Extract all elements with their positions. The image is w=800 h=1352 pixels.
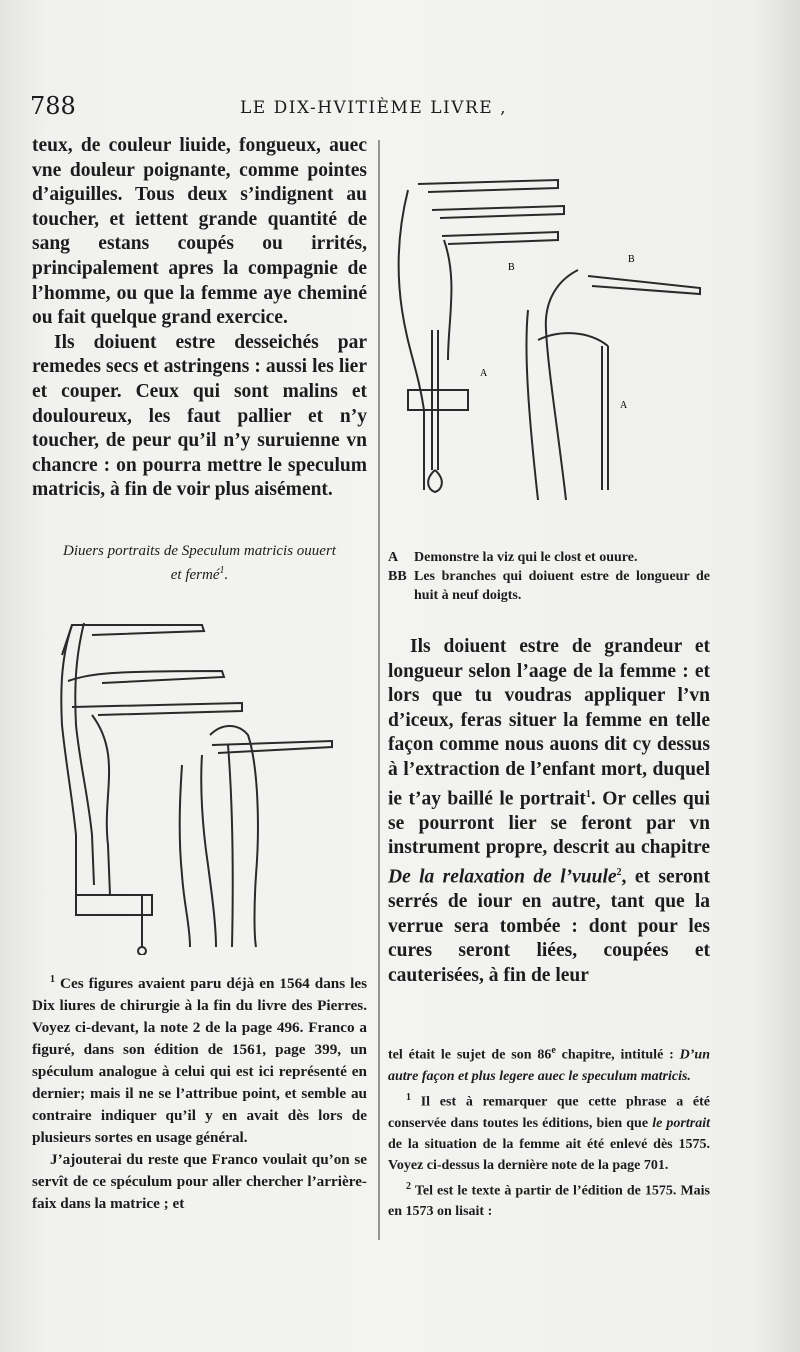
legend-text-bb: Les branches qui doiuent estre de longueur de huit à neuf doigts. bbox=[414, 569, 710, 603]
speculum-drawings bbox=[32, 595, 367, 955]
footnote-continuation-text: tel était le sujet de son 86 bbox=[388, 1047, 552, 1063]
figure-label-b-left: B bbox=[508, 262, 515, 273]
footnote-right-1 bbox=[388, 1087, 710, 1176]
figure-caption: Diuers portraits de Speculum matricis ouuert et fermé$^1$. bbox=[32, 541, 367, 585]
running-head: LE DIX-HVITIÈME LIVRE , bbox=[240, 98, 507, 118]
paragraph-4-text-end: , et seront serrés de iour en autre, tant que la verrue sera tombée : dont pour les cures seront liées, coupées et cauterisées, à fin de leur bbox=[388, 866, 710, 986]
footnotes-right bbox=[388, 1040, 710, 1222]
legend-text-a: Demonstre la viz qui le clost et ouure. bbox=[414, 550, 638, 565]
footnote-continuation-text-2: chapitre, intitulé : bbox=[561, 1047, 674, 1063]
legend-key-bb: BB bbox=[388, 569, 407, 584]
footnote-ref-right-1: 1 bbox=[585, 788, 591, 800]
footnote-right-2 bbox=[388, 1176, 710, 1223]
right-column bbox=[388, 170, 710, 1222]
paragraph-1: teux, de couleur liuide, fongueux, auec vne douleur poignante, comme pointes d’aiguilles. Tous deux s’indignent au toucher, et iettent grande quantité de sang estans coupés ou irrités, principalement apres la compagnie de l’homme, ou que la femme aye cheminé ou fait quelque grand exercice. bbox=[32, 135, 367, 329]
footnote-1-continued: J’ajouterai du reste que Franco voulait qu’on se servît de ce spéculum pour aller chercher l’arrière-faix dans la matrice ; et bbox=[32, 1150, 367, 1212]
paragraph-3-text: Ils doiuent estre de grandeur et longueur selon l’aage de la femme : et lors que tu voudras appliquer l’vn d’iceux, feras situer la femme en telle façon comme nous auons dit cy dessus à l’extraction de l’enfant mort, duquel ie t’ay baillé le portrait bbox=[388, 636, 710, 810]
figure-caption-line-2: et fermé bbox=[170, 566, 220, 583]
paragraph-4-text: Or celles qui se pourront lier se feront par vn instrument propre, descrit au chapitre bbox=[388, 788, 710, 859]
paragraph-3: Ils doiuent estre de grandeur et longueur selon l’aage de la femme : et lors que tu voudras appliquer l’vn d’iceux, feras situer la femme en telle façon comme nous auons dit cy dessus à l’extraction de l’enfant mort, duquel ie t’ay baillé le portrait$^1$. Or celles qui se pourront lier se feront par vn instrument propre, descrit au chapitre De la relaxation de l’vuule$^2$, et seront serrés de iour en autre, tant que la verrue sera tombée : dont pour les cures seront liées, coupées et cauterisées, à fin de leur bbox=[388, 636, 710, 986]
footnote-right-1-text: Il est à remarquer que cette phrase a été conservée dans toutes les éditions, bien que bbox=[388, 1094, 711, 1131]
legend-row-a bbox=[388, 548, 710, 567]
page-number: 788 bbox=[30, 92, 76, 120]
footnotes-left bbox=[32, 969, 367, 1215]
footnote-1-text: Ces figures avaient paru déjà en 1564 dans les Dix liures de chirurgie à la fin du livre des Pierres. Voyez ci-devant, la note 2 de la page 496. Franco a figuré, dans son édition de 1561, page 399, un spéculum analogue à celui qui est ici représenté en dernier; mais il ne se l’attribue point, et semble au contraire indiquer qu’il y en avait dès lors de plusieurs sortes en usage général. bbox=[32, 974, 368, 1146]
footnote-continuation bbox=[388, 1040, 710, 1087]
figure-legend bbox=[388, 548, 710, 605]
ordinal-suffix: e bbox=[551, 1045, 556, 1057]
legend-row-bb bbox=[388, 567, 710, 605]
figure-label-a-left: A bbox=[480, 368, 488, 379]
footnote-ref-right-2: 2 bbox=[616, 866, 622, 878]
left-column bbox=[32, 134, 367, 1215]
paragraph-2: Ils doiuent estre desseichés par remedes secs et astringens : aussi les lier et couper. Ceux qui sont malins et douloureux, les faut pallier et n’y toucher, de peur qu’il n’y suruienne vn chancre : on pourra mettre le speculum matricis, à fin de voir plus aisément. bbox=[32, 331, 367, 501]
footnote-marker-1: 1 bbox=[50, 973, 55, 985]
footnote-marker-right-1: 1 bbox=[406, 1091, 411, 1103]
footnote-marker-right-2: 2 bbox=[406, 1180, 411, 1192]
footnote-right-1-text-2: de la situation de la femme ait été enlevé dès 1575. Voyez ci-dessus la dernière note de la page 701. bbox=[388, 1136, 710, 1173]
footnote-right-2-text: Tel est le texte à partir de l’édition de 1575. Mais en 1573 on lisait : bbox=[388, 1183, 711, 1220]
figure-caption-line-1: Diuers portraits de Speculum matricis ouuert bbox=[63, 542, 336, 559]
speculum-illustration-left bbox=[32, 595, 367, 955]
figure-label-b-right: B bbox=[628, 254, 635, 265]
chapter-title: De la relaxation de l’vuule bbox=[388, 866, 617, 888]
footnote-quoted-title: D’un autre façon et plus legere auec le speculum matricis. bbox=[388, 1047, 710, 1084]
right-main-text bbox=[388, 635, 710, 988]
footnote-ref-1: 1 bbox=[219, 564, 225, 576]
footnote-right-1-italic: le portrait bbox=[652, 1115, 711, 1131]
legend-key-a: A bbox=[388, 550, 399, 565]
footnote-1 bbox=[32, 969, 367, 1149]
speculum-mechanism-drawing bbox=[388, 170, 710, 500]
page-header bbox=[30, 92, 770, 126]
speculum-illustration-right bbox=[388, 170, 710, 500]
figure-label-a-right: A bbox=[620, 400, 628, 411]
column-divider bbox=[378, 140, 380, 1240]
